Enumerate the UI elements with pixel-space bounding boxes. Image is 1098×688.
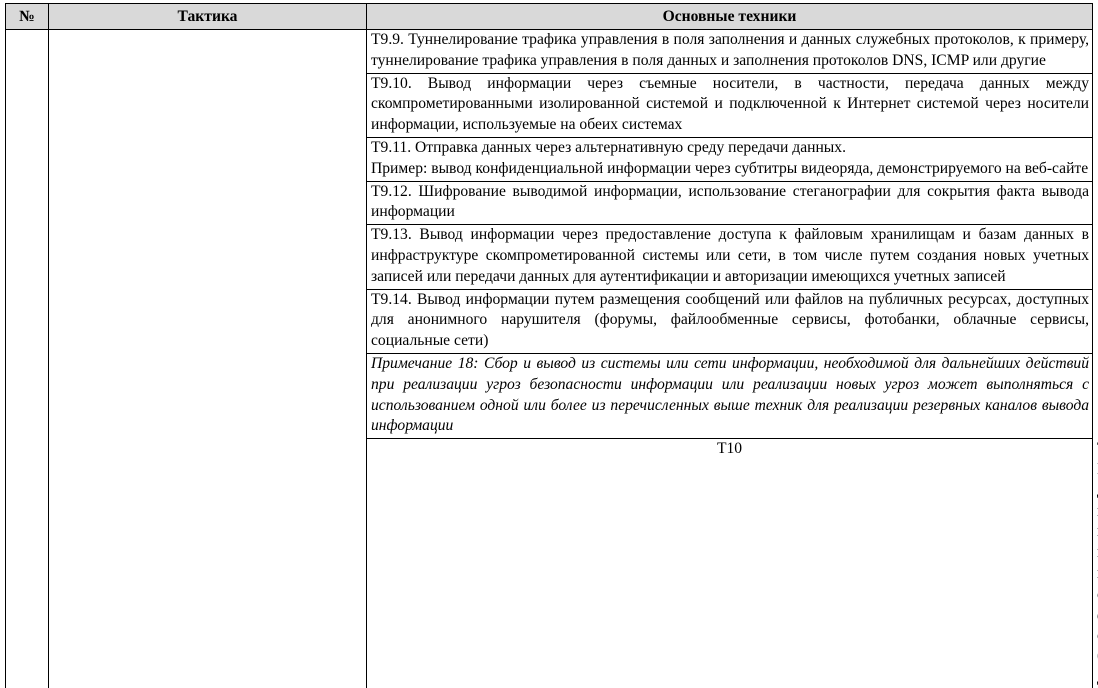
technique-t9-13: Т9.13. Вывод информации через предоставление доступа к файловым хранилищам и базам данных в инфраструктуре скомпрометированной системы или сети, в том числе путем создания новых учетных записей или передачи данных для аутентификации и авторизации имеющихся учетных записей <box>367 225 1093 289</box>
header-num: № <box>6 4 49 30</box>
header-tactic: Тактика <box>49 4 367 30</box>
technique-t9-11 <box>367 137 1093 181</box>
technique-t9-14: Т9.14. Вывод информации путем размещения сообщений или файлов на публичных ресурсах, доступных для анонимного нарушителя (форумы, файлообменные сервисы, фотобанки, облачные сервисы, социальные сети) <box>367 289 1093 353</box>
technique-t9-10: Т9.10. Вывод информации через съемные носители, в частности, передача данных между скомпрометированными изолированной системой и подключенной к Интернет системой через носители информации, используемые на обеих системах <box>367 73 1093 137</box>
note-18: Примечание 18: Сбор и вывод из системы или сети информации, необходимой для дальнейших действий при реализации угроз безопасности информации или реализации новых угроз может выполняться с использованием одной или более из перечисленных выше техник для реализации резервных каналов вывода информации <box>367 353 1093 438</box>
t10-num: Т10 <box>367 439 1093 688</box>
technique-t9-9: Т9.9. Туннелирование трафика управления в поля заполнения и данных служебных протоколов, к примеру, туннелирование трафика управления в поля данных и заполнения протоколов DNS, ICMP или другие <box>367 30 1093 74</box>
technique-t9-11-text: Т9.11. Отправка данных через альтернативную среду передачи данных. <box>371 138 846 156</box>
table-row <box>6 30 1093 74</box>
technique-t9-12: Т9.12. Шифрование выводимой информации, использование стеганографии для сокрытия факта вывода информации <box>367 181 1093 225</box>
technique-t9-11-example: Пример: вывод конфиденциальной информации через субтитры видеоряда, демонстрируемого на веб-сайте <box>371 159 1089 177</box>
header-techniques: Основные техники <box>367 4 1093 30</box>
tactics-table <box>5 3 1093 688</box>
t9-num-cell <box>6 30 49 688</box>
table-header-row <box>6 4 1093 30</box>
t9-tactic-cell <box>49 30 367 688</box>
